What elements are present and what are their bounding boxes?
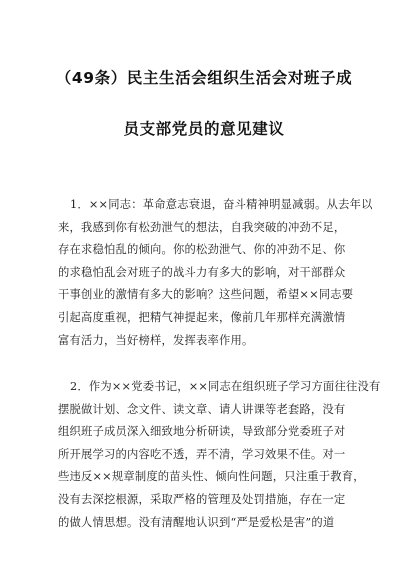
paragraph-line: 富有活力，当好榜样，发挥表率作用。: [58, 333, 254, 347]
paragraph-line: 所开展学习的内容吃不透，弄不清，学习效果不佳。对一: [58, 447, 346, 461]
paragraph-line: 摆脱做计划、念文件、读文章、请人讲课等老套路，没有: [58, 402, 346, 416]
paragraph-1: [58, 194, 373, 352]
paragraph-line: 没有去深挖根源，采取严格的管理及处罚措施，存在一定: [58, 492, 346, 506]
paragraph-line: 引起高度重视，把精气神提起来，像前几年那样充满激情: [58, 310, 346, 324]
document-title-line-2: 员支部党员的意见建议: [123, 120, 285, 138]
paragraph-line: 组织班子成员深入细致地分析研读，导致部分党委班子对: [58, 425, 346, 439]
paragraph-line: 干事创业的激情有多大的影响？这些问题，希望××同志要: [58, 288, 354, 302]
paragraph-line: 些违反××规章制度的苗头性、倾向性问题，只注重于教育，: [58, 470, 365, 484]
paragraph-line: 1．××同志：革命意志衰退，奋斗精神明显减弱。从去年以: [70, 198, 373, 211]
paragraph-line: 存在求稳怕乱的倾向。你的松劲泄气、你的冲劲不足、你: [58, 243, 346, 257]
paragraph-line: 来，我感到你有松劲泄气的想法，自我突破的冲劲不足，: [58, 220, 346, 234]
paragraph-line: 2．作为××党委书记，××同志在组织班子学习方面往往没有: [70, 380, 381, 393]
paragraph-2: [58, 376, 381, 534]
paragraph-line: 的做人情思想。没有清醒地认识到“严是爱松是害”的道: [58, 515, 335, 529]
document-title-line-1: （49条）民主生活会组织生活会对班子成: [55, 69, 353, 87]
paragraph-line: 的求稳怕乱会对班子的战斗力有多大的影响，对干部群众: [58, 265, 346, 279]
